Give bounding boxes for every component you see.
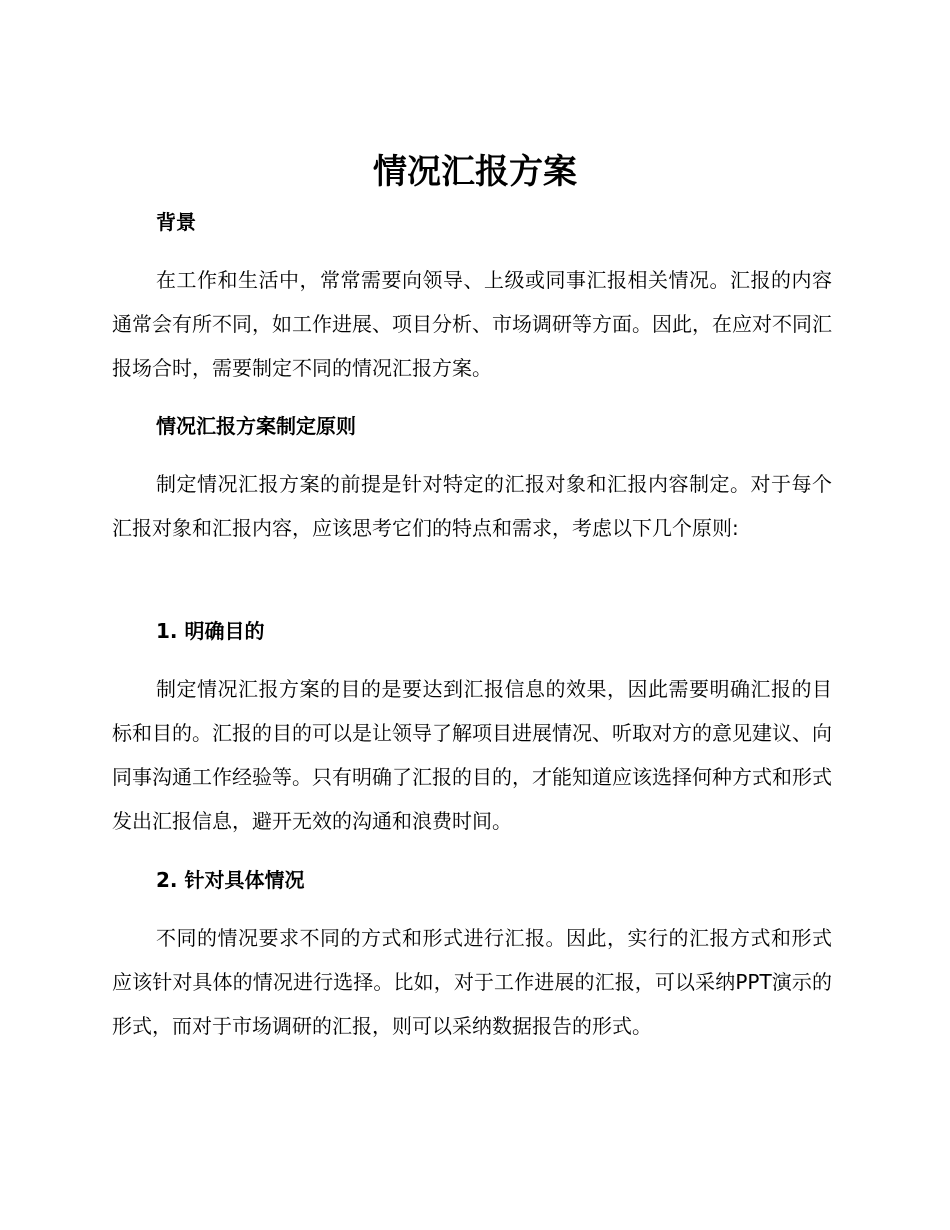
section-heading-background: 背景	[156, 210, 196, 234]
section-paragraph-specific-situation: 不同的情况要求不同的方式和形式进行汇报。因此，实行的汇报方式和形式应该针对具体的情况进行选择。比如，对于工作进展的汇报，可以采纳PPT演示的形式，而对于市场调研的汇报，则可以采纳数据报告的形式。	[112, 926, 832, 1038]
section-heading-specific-situation: 2. 针对具体情况	[156, 868, 305, 892]
section-paragraph-background: 在工作和生活中，常常需要向领导、上级或同事汇报相关情况。汇报的内容通常会有所不同，如工作进展、项目分析、市场调研等方面。因此，在应对不同汇报场合时，需要制定不同的情况汇报方案。	[112, 268, 832, 380]
section-heading-principles: 情况汇报方案制定原则	[156, 414, 356, 438]
document-title: 情况汇报方案	[373, 152, 577, 192]
section-paragraph-clear-purpose: 制定情况汇报方案的目的是要达到汇报信息的效果，因此需要明确汇报的目标和目的。汇报的目的可以是让领导了解项目进展情况、听取对方的意见建议、向同事沟通工作经验等。只有明确了汇报的目的，才能知道应该选择何种方式和形式发出汇报信息，避开无效的沟通和浪费时间。	[112, 677, 832, 833]
section-paragraph-principles: 制定情况汇报方案的前提是针对特定的汇报对象和汇报内容制定。对于每个汇报对象和汇报内容，应该思考它们的特点和需求，考虑以下几个原则:	[112, 472, 832, 540]
section-heading-clear-purpose: 1. 明确目的	[156, 619, 265, 643]
